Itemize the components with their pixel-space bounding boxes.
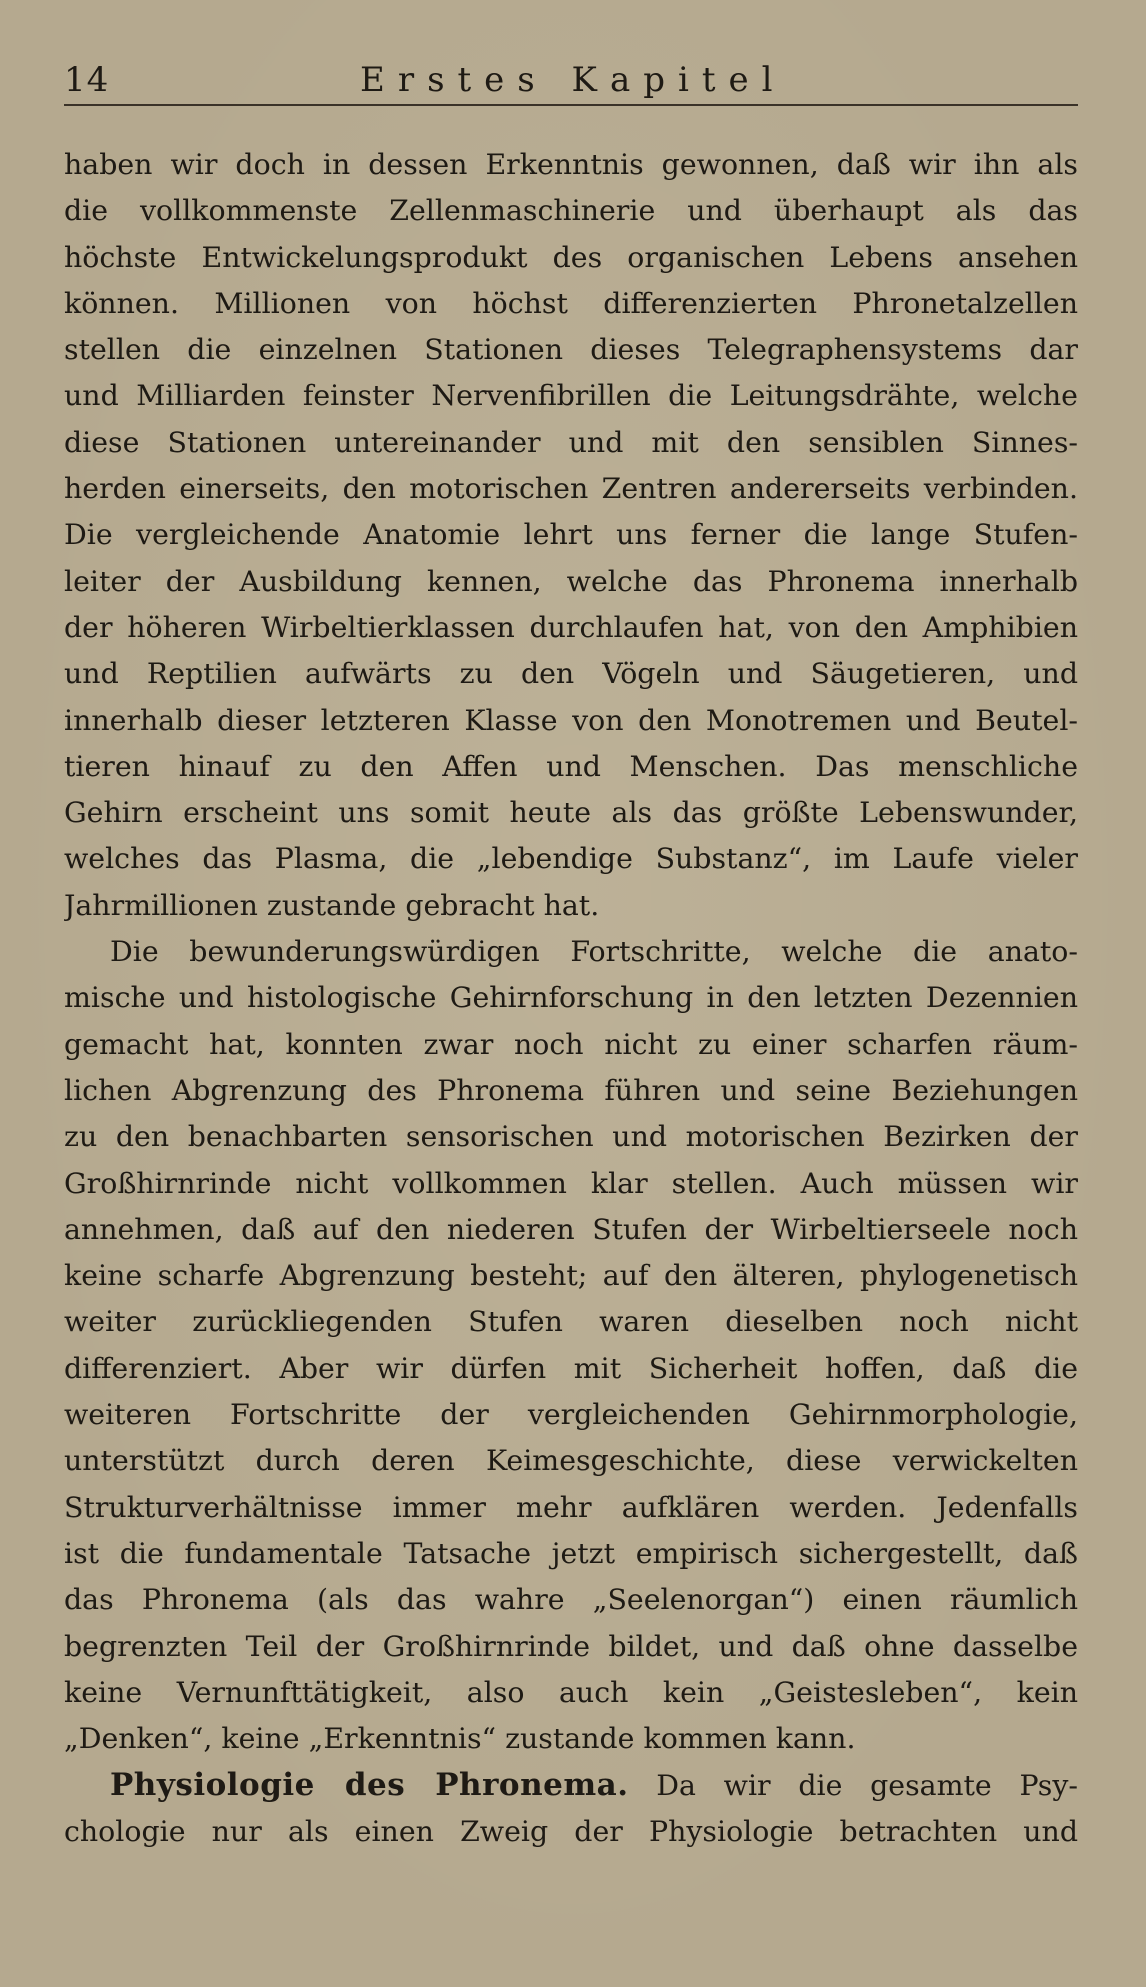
text-line: Die vergleichende Anatomie lehrt uns ferner die lange Stufen- [64, 518, 1078, 552]
text-line: Strukturverhältnisse immer mehr aufklären werden. Jedenfalls [64, 1490, 1078, 1524]
text-line: und Reptilien aufwärts zu den Vögeln und Säugetieren, und [64, 657, 1078, 691]
page-number: 14 [64, 60, 110, 100]
text-line: lichen Abgrenzung des Phronema führen und seine Beziehungen [64, 1073, 1078, 1107]
text-line: der höheren Wirbeltierklassen durchlaufen hat, von den Amphibien [64, 610, 1078, 644]
text-line: diese Stationen untereinander und mit den sensiblen Sinnes- [64, 425, 1078, 459]
text-line: annehmen, daß auf den niederen Stufen der Wirbeltierseele noch [64, 1212, 1078, 1246]
text-line-with-heading [64, 1762, 1078, 1808]
text-line: können. Millionen von höchst differenzierten Phronetalzellen [64, 286, 1078, 320]
text-line: Gehirn erscheint uns somit heute als das größte Lebenswunder, [64, 796, 1078, 830]
text-line: ist die fundamentale Tatsache jetzt empirisch sichergestellt, daß [64, 1536, 1078, 1570]
body-text [64, 142, 1078, 1855]
text-line: die vollkommenste Zellenmaschinerie und überhaupt als das [64, 194, 1078, 228]
text-line: differenziert. Aber wir dürfen mit Sicherheit hoffen, daß die [64, 1351, 1078, 1385]
text-line: herden einerseits, den motorischen Zentren andererseits verbinden. [64, 472, 1078, 506]
running-header [64, 58, 1078, 106]
text-line: „Denken“, keine „Erkenntnis“ zustande kommen kann. [64, 1722, 856, 1756]
text-line: höchste Entwickelungsprodukt des organischen Lebens ansehen [64, 240, 1078, 274]
text-line: Die bewunderungswürdigen Fortschritte, welche die anato- [110, 935, 1078, 969]
text-line: chologie nur als einen Zweig der Physiologie betrachten und [64, 1814, 1078, 1848]
text-line: leiter der Ausbildung kennen, welche das Phronema innerhalb [64, 564, 1078, 598]
text-line: innerhalb dieser letzteren Klasse von den Monotremen und Beutel- [64, 703, 1078, 737]
text-line: mische und histologische Gehirnforschung in den letzten Dezennien [64, 981, 1078, 1015]
section-heading: Physiologie des Phronema. [110, 1767, 629, 1804]
text-line: haben wir doch in dessen Erkenntnis gewonnen, daß wir ihn als [64, 148, 1078, 181]
text-line: tieren hinauf zu den Affen und Menschen. Das menschliche [64, 749, 1078, 783]
text-line: welches das Plasma, die „lebendige Substanz“, im Laufe vieler [64, 842, 1078, 876]
text-line: zu den benachbarten sensorischen und motorischen Bezirken der [64, 1120, 1078, 1154]
text-line: gemacht hat, konnten zwar noch nicht zu einer scharfen räum- [64, 1027, 1078, 1061]
text-line: weiteren Fortschritte der vergleichenden Gehirnmorphologie, [64, 1398, 1078, 1432]
text-line: unterstützt durch deren Keimesgeschichte, diese verwickelten [64, 1444, 1078, 1478]
text-line: Großhirnrinde nicht vollkommen klar stellen. Auch müssen wir [64, 1166, 1078, 1200]
text-run: Da wir die gesamte Psy- [656, 1769, 1078, 1803]
text-line: keine scharfe Abgrenzung besteht; auf den älteren, phylogenetisch [64, 1259, 1078, 1293]
text-line: stellen die einzelnen Stationen dieses Telegraphensystems dar [64, 333, 1078, 367]
text-line: das Phronema (als das wahre „Seelenorgan“) einen räumlich [64, 1583, 1078, 1617]
text-line: Jahrmillionen zustande gebracht hat. [64, 888, 600, 922]
text-line: weiter zurückliegenden Stufen waren dieselben noch nicht [64, 1305, 1078, 1339]
text-line: begrenzten Teil der Großhirnrinde bildet, und daß ohne dasselbe [64, 1629, 1078, 1663]
chapter-title: Erstes Kapitel [360, 60, 786, 100]
text-line: und Milliarden feinster Nervenfibrillen die Leitungsdrähte, welche [64, 379, 1078, 413]
text-line: keine Vernunfttätigkeit, also auch kein „Geistesleben“, kein [64, 1675, 1078, 1709]
